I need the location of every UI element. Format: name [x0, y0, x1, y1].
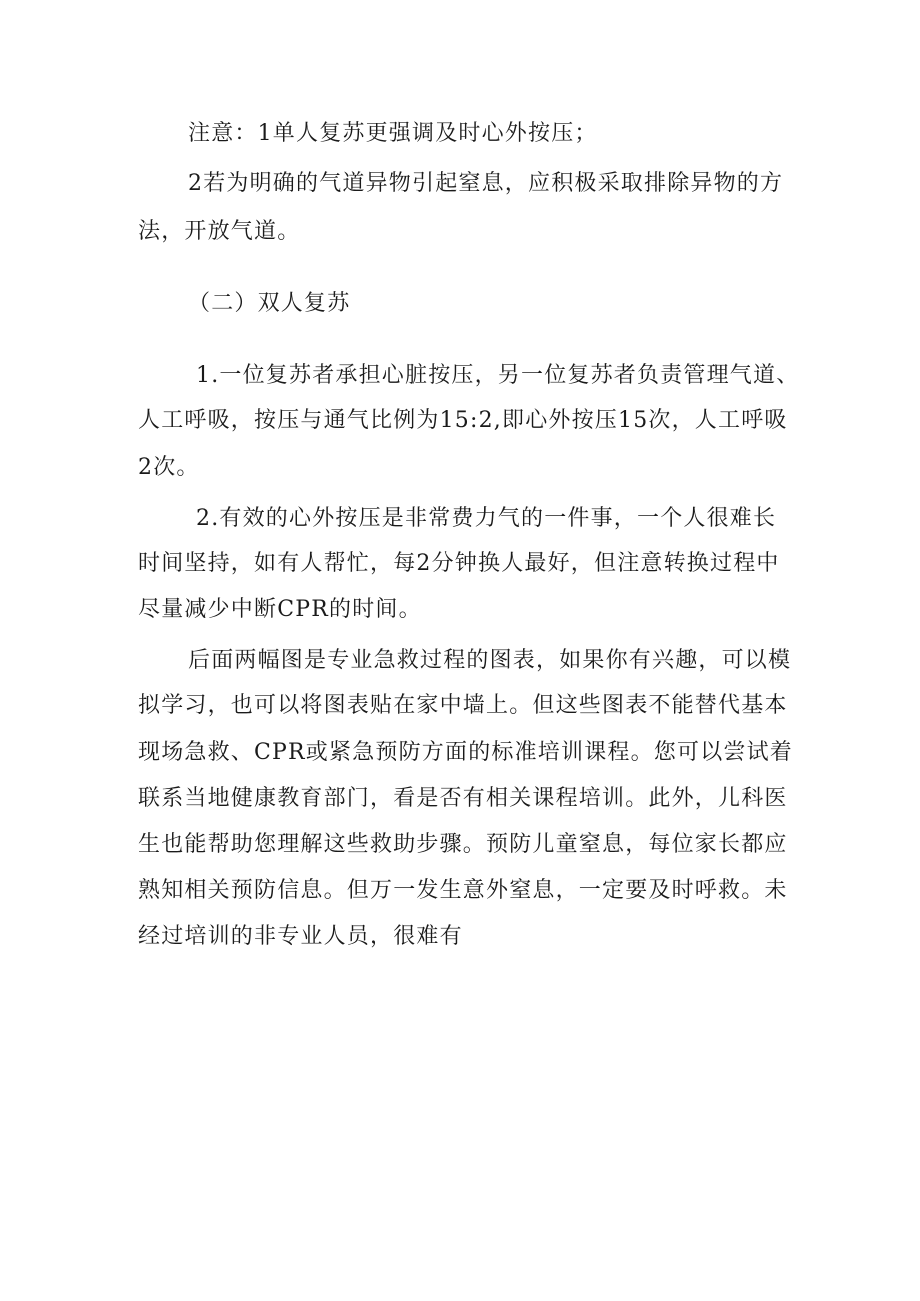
- item2-line-3: 尽量减少中断CPR的时间。: [138, 597, 422, 622]
- note-line-1: 注意：1单人复苏更强调及时心外按压；: [188, 121, 598, 146]
- closing-line-4: 联系当地健康教育部门，看是否有相关课程培训。此外，儿科医: [138, 786, 788, 811]
- item2-line-1: 2.有效的心外按压是非常费力气的一件事，一个人很难长: [196, 506, 777, 531]
- closing-line-2: 拟学习，也可以将图表贴在家中墙上。但这些图表不能替代基本: [138, 693, 788, 718]
- note-line-3: 法，开放气道。: [138, 219, 301, 244]
- closing-line-3: 现场急救、CPR或紧急预防方面的标准培训课程。您可以尝试着: [138, 740, 794, 765]
- section-heading: （二）双人复苏: [188, 291, 351, 316]
- closing-line-6: 熟知相关预防信息。但万一发生意外窒息，一定要及时呼救。未: [138, 878, 788, 903]
- closing-line-7: 经过培训的非专业人员，很难有: [138, 924, 463, 949]
- closing-line-1: 后面两幅图是专业急救过程的图表，如果你有兴趣，可以模: [188, 648, 792, 673]
- item1-line-3: 2次。: [138, 455, 200, 480]
- note-line-2: 2若为明确的气道异物引起窒息，应积极采取排除异物的方: [188, 171, 784, 196]
- item1-line-2: 人工呼吸，按压与通气比例为15:2,即心外按压15次，人工呼吸: [138, 408, 788, 433]
- item1-line-1: 1.一位复苏者承担心脏按压，另一位复苏者负责管理气道、: [196, 363, 800, 388]
- item2-line-2: 时间坚持，如有人帮忙，每2分钟换人最好，但注意转换过程中: [138, 551, 780, 576]
- closing-line-5: 生也能帮助您理解这些救助步骤。预防儿童窒息，每位家长都应: [138, 832, 788, 857]
